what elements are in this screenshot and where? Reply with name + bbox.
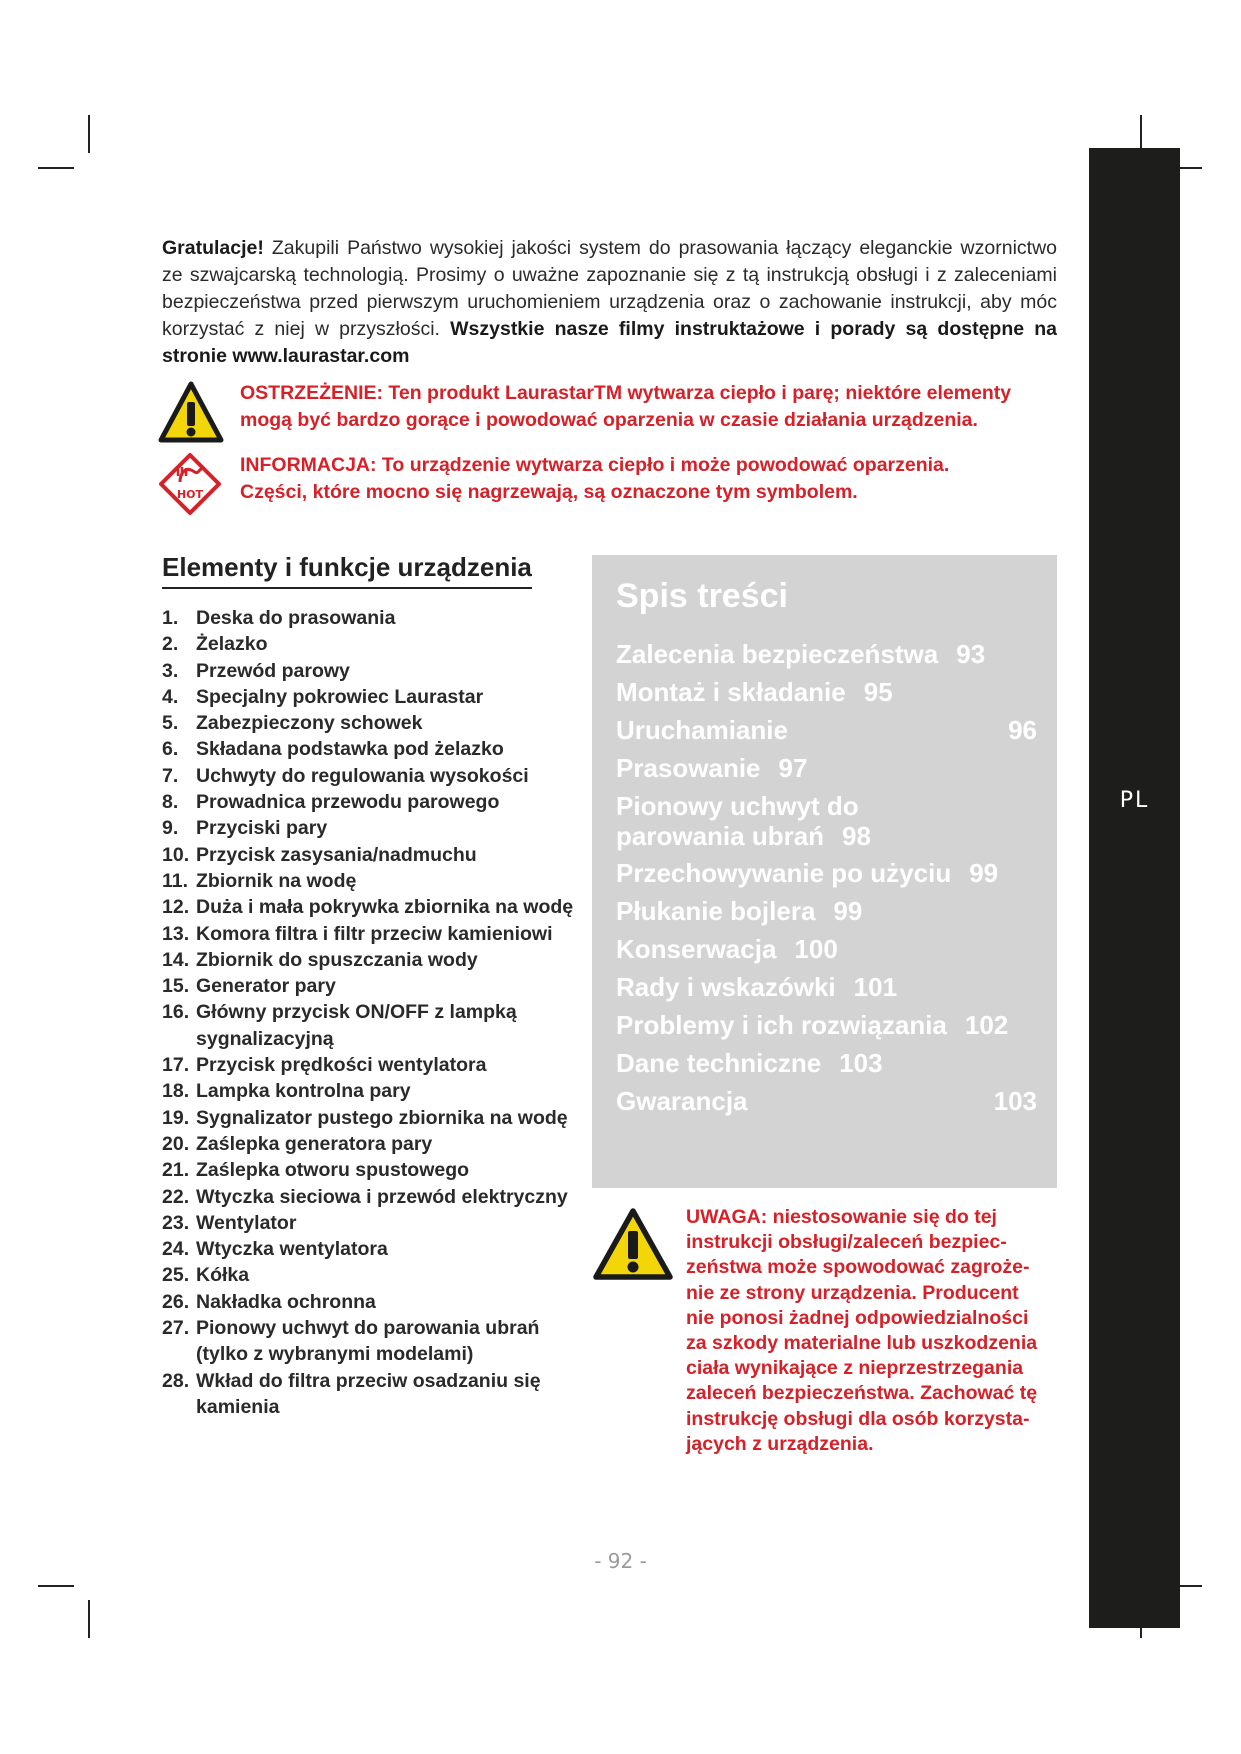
list-item bbox=[162, 921, 582, 947]
list-item-text: Pionowy uchwyt do parowania ubrań (tylko z wybranymi modelami) bbox=[196, 1317, 540, 1366]
list-item-number: 5. bbox=[162, 712, 179, 735]
toc-item bbox=[616, 972, 1037, 1002]
list-item-text: Lampka kontrolna pary bbox=[196, 1080, 411, 1103]
toc-item bbox=[616, 677, 1037, 707]
caution-line: nie ponosi żadnej odpowiedzialności bbox=[686, 1306, 1029, 1329]
list-item-text: Uchwyty do regulowania wysokości bbox=[196, 764, 529, 787]
info-text bbox=[240, 452, 949, 506]
caution-line: za szkody materialne lub uszkodzenia bbox=[686, 1332, 1038, 1355]
list-item-number: 4. bbox=[162, 685, 179, 708]
toc-item-page: 99 bbox=[969, 858, 999, 888]
info-line: INFORMACJA: To urządzenie wytwarza ciepło i może powodować oparzenia. bbox=[240, 454, 950, 476]
info-line: Części, które mocno się nagrzewają, są oznaczone tym symbolem. bbox=[240, 481, 858, 503]
list-item-number: 1. bbox=[162, 607, 179, 629]
list-item bbox=[162, 1052, 582, 1078]
list-item-text: Specjalny pokrowiec Laurastar bbox=[196, 685, 484, 708]
list-item-text: Główny przycisk ON/OFF z lampką sygnalizacyjną bbox=[196, 1001, 517, 1050]
list-item bbox=[162, 658, 582, 684]
list-item bbox=[162, 605, 582, 631]
list-item bbox=[162, 1210, 582, 1236]
toc-item-page: 103 bbox=[839, 1048, 883, 1078]
toc-item-label: Gwarancja bbox=[616, 1086, 748, 1116]
list-item-number: 18. bbox=[162, 1080, 190, 1103]
list-item-number: 14. bbox=[162, 948, 190, 971]
list-item bbox=[162, 1078, 582, 1104]
toc-item-label: Problemy i ich rozwiązania bbox=[616, 1010, 947, 1040]
list-item-text: Zbiornik na wodę bbox=[196, 869, 357, 892]
list-item-number: 8. bbox=[162, 791, 179, 814]
toc-item-label: Przechowywanie po użyciu bbox=[616, 858, 952, 888]
list-item-text: Zabezpieczony schowek bbox=[196, 712, 423, 735]
list-item bbox=[162, 631, 582, 657]
toc-item bbox=[616, 715, 1037, 745]
list-item-number: 9. bbox=[162, 817, 179, 840]
list-item bbox=[162, 947, 582, 973]
list-item bbox=[162, 1131, 582, 1157]
list-item bbox=[162, 1184, 582, 1210]
list-item bbox=[162, 1262, 582, 1288]
list-item-number: 7. bbox=[162, 764, 179, 787]
toc-list bbox=[616, 639, 1037, 1124]
toc-item-page: 99 bbox=[833, 896, 863, 926]
warning-block bbox=[158, 380, 1011, 446]
toc-item bbox=[616, 753, 1037, 783]
language-code: PL bbox=[1119, 788, 1150, 813]
toc-item bbox=[616, 1086, 1037, 1116]
list-item bbox=[162, 842, 582, 868]
list-item-text: Przyciski pary bbox=[196, 817, 328, 840]
list-item-number: 21. bbox=[162, 1159, 190, 1182]
list-item bbox=[162, 1105, 582, 1131]
list-item-number: 26. bbox=[162, 1290, 190, 1313]
toc-item-page: 93 bbox=[956, 639, 986, 669]
warning-line: OSTRZEŻENIE: Ten produkt LaurastarTM wytwarza ciepło i parę; niektóre elementy bbox=[240, 382, 1012, 404]
caution-line: instrukcji obsługi/zaleceń bezpiec- bbox=[686, 1231, 1007, 1254]
toc-item-page: 103 bbox=[993, 1086, 1037, 1116]
list-item-text: Sygnalizator pustego zbiornika na wodę bbox=[196, 1106, 568, 1129]
crop-mark bbox=[88, 1600, 90, 1638]
list-item-number: 6. bbox=[162, 738, 179, 761]
list-item-text: Prowadnica przewodu parowego bbox=[196, 791, 500, 814]
list-item bbox=[162, 868, 582, 894]
list-item-number: 15. bbox=[162, 975, 190, 998]
list-item bbox=[162, 894, 582, 920]
list-item bbox=[162, 1289, 582, 1315]
list-item-text: Zbiornik do spuszczania wody bbox=[196, 948, 478, 971]
toc-item bbox=[616, 896, 1037, 926]
list-item-text: Duża i mała pokrywka zbiornika na wodę bbox=[196, 896, 574, 919]
list-item-number: 17. bbox=[162, 1054, 190, 1077]
list-item bbox=[162, 1236, 582, 1262]
caution-line: UWAGA: niestosowanie się do tej bbox=[686, 1206, 997, 1228]
info-block bbox=[158, 452, 949, 516]
list-item-number: 11. bbox=[162, 869, 189, 892]
toc-item-page: 101 bbox=[853, 972, 898, 1002]
caution-text bbox=[686, 1205, 1037, 1457]
list-item-text: Generator pary bbox=[196, 975, 336, 998]
list-item bbox=[162, 684, 582, 710]
list-item-number: 10. bbox=[162, 843, 190, 866]
list-item bbox=[162, 999, 582, 1052]
hazard-warning-icon bbox=[158, 380, 224, 446]
list-item-number: 27. bbox=[162, 1317, 190, 1340]
list-item-text: Przycisk prędkości wentylatora bbox=[196, 1054, 487, 1077]
language-tab bbox=[1089, 148, 1180, 1628]
toc-item-page: 98 bbox=[842, 821, 871, 851]
toc-item-page: 96 bbox=[1008, 715, 1037, 745]
toc-item-page: 97 bbox=[778, 753, 808, 783]
toc-item-page: 95 bbox=[863, 677, 893, 707]
caution-line: zaleceń bezpieczeństwa. Zachować tę bbox=[686, 1382, 1038, 1405]
list-item-number: 13. bbox=[162, 922, 190, 945]
crop-mark bbox=[88, 115, 90, 153]
toc-item bbox=[616, 1048, 1037, 1078]
list-item-number: 23. bbox=[162, 1211, 190, 1234]
toc-item-label: Rady i wskazówki bbox=[616, 972, 836, 1002]
caution-line: instrukcję obsługi dla osób korzysta- bbox=[686, 1407, 1030, 1430]
caution-line: zeństwa może spowodować zagroże- bbox=[686, 1256, 1030, 1279]
crop-mark bbox=[38, 1585, 74, 1587]
hot-icon-label: HOT bbox=[176, 488, 204, 501]
list-item-number: 12. bbox=[162, 896, 190, 919]
list-item-number: 20. bbox=[162, 1132, 190, 1155]
section-title: Elementy i funkcje urządzenia bbox=[162, 552, 532, 589]
caution-line: nie ze strony urządzenia. Producent bbox=[686, 1281, 1019, 1304]
toc-item bbox=[616, 1010, 1037, 1040]
warning-line: mogą być bardzo gorące i powodować oparzenia w czasie działania urządzenia. bbox=[240, 409, 978, 431]
list-item-text: Deska do prasowania bbox=[196, 607, 396, 629]
toc-item-label: Płukanie bojlera bbox=[616, 896, 816, 926]
list-item bbox=[162, 710, 582, 736]
table-of-contents bbox=[592, 555, 1057, 1188]
hot-surface-icon bbox=[158, 452, 222, 516]
list-item bbox=[162, 1157, 582, 1183]
toc-item bbox=[616, 639, 1037, 669]
hazard-warning-icon bbox=[592, 1207, 674, 1283]
list-item-number: 24. bbox=[162, 1238, 190, 1261]
list-item-number: 3. bbox=[162, 659, 179, 682]
toc-item bbox=[616, 934, 1037, 964]
list-item-text: Wtyczka sieciowa i przewód elektryczny bbox=[196, 1185, 568, 1208]
list-item bbox=[162, 1368, 582, 1421]
toc-item-page: 100 bbox=[794, 934, 838, 964]
toc-item bbox=[616, 858, 1037, 888]
list-item-text: Wtyczka wentylatora bbox=[196, 1238, 388, 1261]
list-item-text: Zaślepka otworu spustowego bbox=[196, 1159, 470, 1182]
intro-paragraph bbox=[162, 235, 1057, 370]
toc-item-label: Konserwacja bbox=[616, 934, 777, 964]
list-item-text: Nakładka ochronna bbox=[196, 1290, 376, 1313]
parts-list bbox=[162, 605, 582, 1420]
list-item-number: 16. bbox=[162, 1001, 190, 1024]
toc-item-label: Montaż i składanie bbox=[616, 677, 846, 707]
intro-body: Zakupili Państwo wysokiej jakości system do prasowania łączący eleganckie wzornictwo ze szwajcarską technologią. Prosimy o uważne zapoznanie się z tą instrukcją obsługi i z zaleceniami bezpieczeństwa przed pierwszym uruchomieniem urządzenia oraz o zachowanie instrukcji, aby móc korzystać z niej w przyszłości. bbox=[162, 237, 1057, 340]
list-item-number: 2. bbox=[162, 633, 179, 656]
caution-block bbox=[592, 1205, 1037, 1457]
list-item-text: Przewód parowy bbox=[196, 659, 350, 682]
toc-item-label: Uruchamianie bbox=[616, 715, 788, 745]
list-item-text: Przycisk zasysania/nadmuchu bbox=[196, 843, 477, 866]
intro-lead: Gratulacje! bbox=[162, 237, 264, 259]
list-item-text: Składana podstawka pod żelazko bbox=[196, 738, 504, 761]
list-item bbox=[162, 815, 582, 841]
intro-closing: Wszystkie nasze filmy instruktażowe i porady są dostępne na stronie www.laurastar.com bbox=[162, 318, 1057, 367]
toc-title: Spis treści bbox=[616, 577, 788, 615]
list-item-number: 25. bbox=[162, 1264, 190, 1287]
caution-line: jących z urządzenia. bbox=[686, 1432, 874, 1455]
toc-item-label: Prasowanie bbox=[616, 753, 761, 783]
list-item-text: Kółka bbox=[196, 1264, 250, 1287]
list-item bbox=[162, 973, 582, 999]
warning-text bbox=[240, 380, 1011, 434]
list-item-text: Wentylator bbox=[196, 1211, 297, 1234]
list-item bbox=[162, 789, 582, 815]
list-item bbox=[162, 1315, 582, 1368]
toc-item-label: Dane techniczne bbox=[616, 1048, 822, 1078]
list-item-number: 28. bbox=[162, 1369, 190, 1392]
page-number: - 92 - bbox=[594, 1549, 647, 1573]
toc-item-label: Pionowy uchwyt do parowania ubrań bbox=[616, 791, 859, 851]
list-item bbox=[162, 736, 582, 762]
crop-mark bbox=[38, 167, 74, 169]
list-item-number: 22. bbox=[162, 1185, 190, 1208]
toc-item-label: Zalecenia bezpieczeństwa bbox=[616, 639, 939, 669]
list-item-text: Żelazko bbox=[196, 633, 268, 656]
toc-item-page: 102 bbox=[964, 1010, 1009, 1040]
toc-item bbox=[616, 791, 1037, 851]
list-item-text: Zaślepka generatora pary bbox=[196, 1132, 433, 1155]
caution-line: ciała wynikające z nieprzestrzegania bbox=[686, 1357, 1024, 1380]
list-item-text: Wkład do filtra przeciw osadzaniu się kamienia bbox=[196, 1369, 541, 1418]
list-item-text: Komora filtra i filtr przeciw kamieniowi bbox=[196, 922, 553, 945]
list-item bbox=[162, 763, 582, 789]
list-item-number: 19. bbox=[162, 1106, 190, 1129]
